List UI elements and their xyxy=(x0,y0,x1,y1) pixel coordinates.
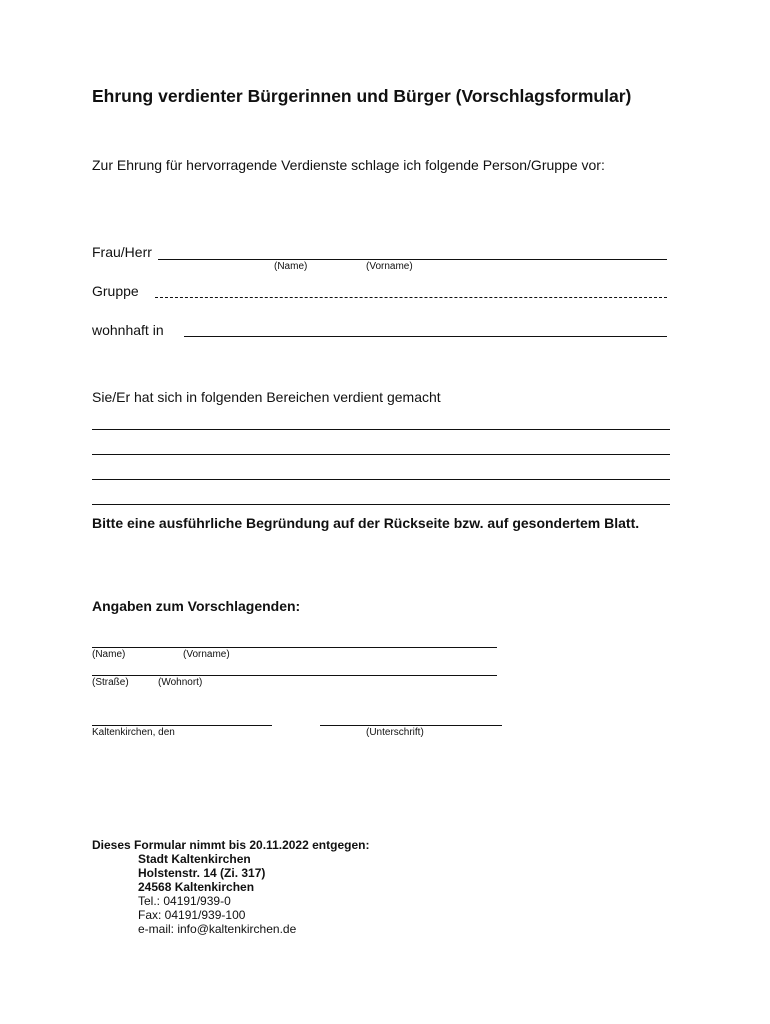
org-email[interactable]: e-mail: info@kaltenkirchen.de xyxy=(138,922,297,936)
nominee-name-hint: (Name) xyxy=(274,261,308,272)
page-title: Ehrung verdienter Bürgerinnen und Bürger (Vorschlagsformular) xyxy=(92,86,632,106)
proposer-strasse-hint: (Straße) xyxy=(92,677,129,688)
proposer-name-hint: (Name) xyxy=(92,649,126,660)
intro-text: Zur Ehrung für hervorragende Verdienste schlage ich folgende Person/Gruppe vor: xyxy=(92,157,605,173)
place-date-hint: Kaltenkirchen, den xyxy=(92,727,175,738)
proposer-vorname-hint: (Vorname) xyxy=(183,649,230,660)
org-city: 24568 Kaltenkirchen xyxy=(138,880,255,894)
gruppe-label: Gruppe xyxy=(92,283,139,299)
reasoning-note: Bitte eine ausführliche Begründung auf der Rückseite bzw. auf gesondertem Blatt. xyxy=(92,515,640,531)
gruppe-field[interactable] xyxy=(155,297,667,298)
merits-line-3[interactable] xyxy=(92,479,670,480)
wohnhaft-field[interactable] xyxy=(184,336,667,337)
place-date-field[interactable] xyxy=(92,725,272,726)
wohnhaft-label: wohnhaft in xyxy=(92,322,164,338)
merits-label: Sie/Er hat sich in folgenden Bereichen verdient gemacht xyxy=(92,389,441,405)
signature-hint: (Unterschrift) xyxy=(366,727,424,738)
org-street: Holstenstr. 14 (Zi. 317) xyxy=(138,866,266,880)
proposer-address-field[interactable] xyxy=(92,675,497,676)
proposer-wohnort-hint: (Wohnort) xyxy=(158,677,203,688)
signature-field[interactable] xyxy=(320,725,502,726)
submission-deadline: Dieses Formular nimmt bis 20.11.2022 entgegen: xyxy=(92,838,370,852)
merits-line-1[interactable] xyxy=(92,429,670,430)
proposer-heading: Angaben zum Vorschlagenden: xyxy=(92,598,301,614)
submission-info xyxy=(92,838,369,936)
frau-herr-label: Frau/Herr xyxy=(92,244,152,260)
merits-line-4[interactable] xyxy=(92,504,670,505)
merits-line-2[interactable] xyxy=(92,454,670,455)
nominee-vorname-hint: (Vorname) xyxy=(366,261,413,272)
proposer-name-field[interactable] xyxy=(92,647,497,648)
nominee-name-field[interactable] xyxy=(158,259,667,260)
org-fax: Fax: 04191/939-100 xyxy=(138,908,246,922)
org-tel: Tel.: 04191/939-0 xyxy=(138,894,231,908)
org-name: Stadt Kaltenkirchen xyxy=(138,852,251,866)
